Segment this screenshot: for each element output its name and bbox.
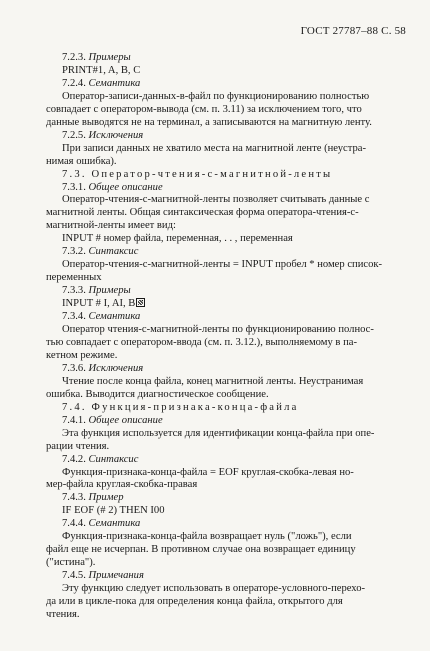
text-line bbox=[46, 479, 408, 492]
heading-italic-text: Исключения bbox=[88, 362, 144, 374]
line-text: Оператор чтения-с-магнитной-ленты по функционированию полнос- bbox=[62, 324, 374, 336]
line-text: рации чтения. bbox=[46, 440, 110, 452]
line-text: 7.4.4. bbox=[62, 518, 89, 530]
heading-italic-text: Примеры bbox=[88, 52, 131, 63]
line-text: Функция-признака-конца-файла = EOF круглая-скобка-левая но- bbox=[62, 466, 354, 478]
heading-italic-text: Общее описание bbox=[88, 414, 163, 426]
section-heading bbox=[46, 415, 408, 428]
text-line bbox=[46, 531, 408, 544]
section-heading bbox=[46, 169, 408, 182]
line-text: мер-файла круглая-скобка-правая bbox=[46, 479, 198, 491]
text-line bbox=[46, 104, 408, 117]
line-text: файл еще не исчерпан. В противном случае она возвращает единицу bbox=[46, 544, 356, 556]
line-text: магнитной-ленты имеет вид: bbox=[46, 220, 176, 232]
line-text: ("истина"). bbox=[46, 557, 96, 569]
text-line bbox=[46, 389, 408, 402]
heading-italic-text: Исключения bbox=[88, 129, 144, 141]
text-line bbox=[46, 143, 408, 156]
line-text: 7.4.3. bbox=[62, 492, 89, 504]
line-text: Оператор-чтения-с-магнитной-ленты = INPUT пробел * номер список- bbox=[62, 259, 383, 271]
section-heading bbox=[46, 130, 408, 143]
line-text: Чтение после конца файла, конец магнитной ленты. Неустранимая bbox=[62, 375, 364, 387]
section-heading bbox=[46, 518, 408, 531]
text-line bbox=[46, 156, 408, 169]
section-heading bbox=[46, 454, 408, 467]
line-text: INPUT # I, AI, B bbox=[62, 298, 136, 310]
heading-italic-text: Семантика bbox=[88, 77, 141, 89]
line-text: IF EOF (# 2) THEN I00 bbox=[62, 505, 165, 517]
section-heading bbox=[46, 285, 408, 298]
line-text: ошибка. Выводится диагностическое сообщение. bbox=[46, 388, 269, 400]
line-text: 7.4.2. bbox=[62, 453, 89, 465]
line-text: переменных bbox=[46, 272, 102, 284]
heading-italic-text: Общее описание bbox=[88, 181, 163, 193]
text-line bbox=[46, 233, 408, 246]
document-body bbox=[46, 52, 408, 622]
line-text: 7.3.1. bbox=[62, 181, 89, 193]
text-line bbox=[46, 441, 408, 454]
section-heading bbox=[46, 182, 408, 195]
line-text: При записи данных не хватило места на магнитной ленте (неустра- bbox=[62, 142, 366, 154]
text-line bbox=[46, 376, 408, 389]
line-text: 7.2.5. bbox=[62, 129, 89, 141]
section-heading bbox=[46, 570, 408, 583]
line-text: 7.3.3. bbox=[62, 285, 89, 297]
line-text: 7.3. Оператор-чтения-с-магнитной-ленты bbox=[62, 168, 333, 180]
line-text: 7.3.6. bbox=[62, 362, 89, 374]
text-line bbox=[46, 272, 408, 285]
text-line bbox=[46, 324, 408, 337]
text-line bbox=[46, 194, 408, 207]
line-text: PRINT#1, A, B, C bbox=[62, 64, 141, 76]
line-text: Оператор-чтения-с-магнитной-ленты позволяет считывать данные с bbox=[62, 194, 370, 206]
line-text: Эту функцию следует использовать в операторе-условного-перехо- bbox=[62, 583, 366, 595]
line-text: кетном режиме. bbox=[46, 349, 118, 361]
heading-italic-text: Синтаксис bbox=[88, 246, 139, 258]
heading-italic-text: Пример bbox=[88, 492, 124, 504]
line-text: чтения. bbox=[46, 608, 80, 620]
text-line bbox=[46, 467, 408, 480]
text-line bbox=[46, 65, 408, 78]
section-heading bbox=[46, 52, 408, 65]
text-line bbox=[46, 337, 408, 350]
line-text: Оператор-записи-данных-в-файл по функционированию полностью bbox=[62, 90, 370, 102]
heading-italic-text: Примеры bbox=[88, 285, 131, 297]
section-heading bbox=[46, 311, 408, 324]
section-heading bbox=[46, 492, 408, 505]
line-text: тью совпадает с оператором-ввода (см. п. 3.12.), выполняемому в па- bbox=[46, 336, 357, 348]
line-text: Эта функция используется для идентификации конца-файла при опе- bbox=[62, 427, 375, 439]
text-line bbox=[46, 117, 408, 130]
line-text: 7.4. Функция-признака-конца-файла bbox=[62, 401, 299, 413]
line-text: 7.3.4. bbox=[62, 311, 89, 323]
heading-italic-text: Примечания bbox=[88, 570, 144, 582]
line-text: совпадает с оператором-вывода (см. п. 3.11) за исключением того, что bbox=[46, 103, 362, 115]
line-text: 7.4.1. bbox=[62, 414, 89, 426]
text-line bbox=[46, 350, 408, 363]
text-line bbox=[46, 583, 408, 596]
text-line bbox=[46, 544, 408, 557]
heading-italic-text: Синтаксис bbox=[88, 453, 139, 465]
text-line bbox=[46, 220, 408, 233]
line-text: нимая ошибка). bbox=[46, 155, 117, 167]
hatched-square-icon bbox=[136, 298, 145, 307]
text-line bbox=[46, 596, 408, 609]
text-line bbox=[46, 298, 408, 311]
page-header: ГОСТ 27787–88 С. 58 bbox=[300, 25, 406, 37]
text-line bbox=[46, 428, 408, 441]
heading-italic-text: Семантика bbox=[88, 518, 141, 530]
line-text: 7.2.4. bbox=[62, 77, 89, 89]
line-text: данные выводятся не на терминал, а записываются на магнитную ленту. bbox=[46, 116, 372, 128]
text-line bbox=[46, 207, 408, 220]
text-line bbox=[46, 609, 408, 622]
line-text: INPUT # номер файла, переменная, . . , переменная bbox=[62, 233, 293, 245]
section-heading bbox=[46, 363, 408, 376]
line-text: да или в цикле-пока для определения конца файла, открытого для bbox=[46, 596, 343, 608]
line-text: 7.4.5. bbox=[62, 570, 89, 582]
section-heading bbox=[46, 246, 408, 259]
text-line bbox=[46, 505, 408, 518]
line-text: Функция-признака-конца-файла возвращает нуль ("ложь"), если bbox=[62, 531, 352, 543]
text-line bbox=[46, 91, 408, 104]
section-heading bbox=[46, 402, 408, 415]
line-text: магнитной ленты. Общая синтаксическая форма оператора-чтения-с- bbox=[46, 207, 359, 219]
text-line bbox=[46, 557, 408, 570]
heading-italic-text: Семантика bbox=[88, 311, 141, 323]
line-text: 7.3.2. bbox=[62, 246, 89, 258]
section-heading bbox=[46, 78, 408, 91]
text-line bbox=[46, 259, 408, 272]
line-text: 7.2.3. bbox=[62, 52, 89, 63]
